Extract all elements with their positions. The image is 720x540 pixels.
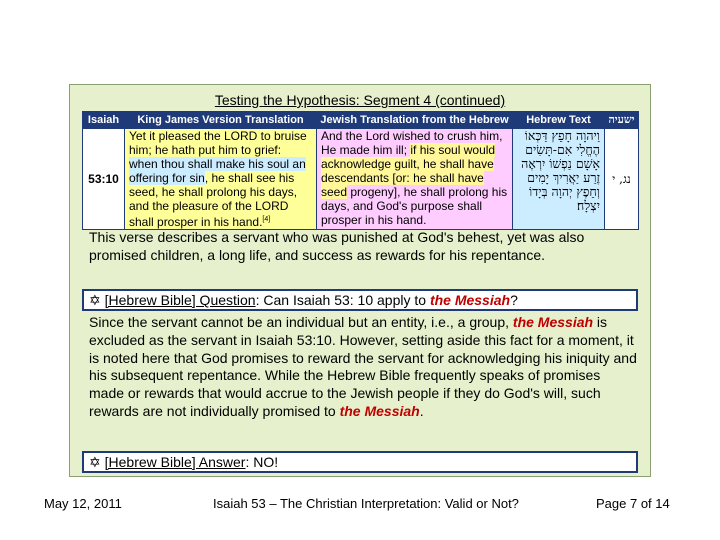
- kjv-footnote: [4]: [262, 216, 271, 223]
- footer-title: Isaiah 53 – The Christian Interpretation: Valid or Not?: [213, 496, 519, 511]
- verse-description: This verse describes a servant who was punished at God's behest, yet was also promised children, a long life, and success as rewards for his repentance.: [89, 229, 585, 263]
- hebrew-line: וַיהוָה חָפֵץ דַּכְּאוֹ: [524, 128, 600, 143]
- footer-page-number: Page 7 of 14: [596, 496, 670, 511]
- header-hebrew: Hebrew Text: [513, 112, 605, 129]
- answer-text: : NO!: [245, 454, 279, 470]
- question-messiah: the Messiah: [429, 292, 511, 308]
- jewish-highlight-1: if his soul would acknowledge guilt, he shall have descendants: [321, 143, 496, 185]
- explanation-messiah-2: the Messiah: [339, 402, 420, 419]
- header-hebrew-label: ישעיה: [605, 112, 639, 129]
- kjv-highlight: when thou shall make his soul an offering for sin: [129, 157, 306, 185]
- hebrew-line: יִצְלָח׃: [576, 198, 600, 213]
- hebrew-line: אָשָׁם נַפְשׁוֹ יִרְאֶה: [521, 156, 600, 171]
- content-panel: [69, 84, 651, 477]
- question-end: ?: [510, 292, 518, 308]
- table-row: [83, 129, 639, 230]
- header-kjv: King James Version Translation: [125, 112, 317, 129]
- slide-title: Testing the Hypothesis: Segment 4 (continued): [214, 92, 506, 108]
- hebrew-cell: [513, 129, 605, 230]
- hebrew-line: זֶרַע יַאֲרִיךְ יָמִים: [527, 170, 600, 185]
- jewish-cell: [317, 129, 513, 230]
- question-text: : Can Isaiah 53: 10 apply to: [255, 292, 430, 308]
- header-jewish: Jewish Translation from the Hebrew: [317, 112, 513, 129]
- star-of-david-icon: ✡: [89, 293, 101, 309]
- jewish-highlight-2: [or: he shall have seed: [321, 171, 484, 199]
- footer-date: May 12, 2011: [44, 496, 122, 511]
- jewish-text-1: And the Lord wished to crush him, He made him ill;: [321, 129, 503, 157]
- explanation-paragraph: [89, 314, 639, 421]
- explanation-messiah-1: the Messiah: [512, 314, 594, 330]
- answer-box: [82, 451, 638, 473]
- table-header-row: [83, 112, 639, 129]
- verse-table: [82, 111, 639, 230]
- hebrew-line: הֶחֱלִי אִם-תָּשִׂים: [525, 142, 600, 157]
- kjv-text-1: Yet it pleased the LORD to bruise him; he hath put him to grief:: [129, 129, 307, 157]
- kjv-cell: [125, 129, 317, 230]
- answer-label: [Hebrew Bible] Answer: [104, 454, 246, 470]
- question-box: [82, 289, 638, 311]
- header-isaiah: Isaiah: [83, 112, 125, 129]
- verse-ref: 53:10: [83, 129, 125, 230]
- explanation-part-1: Since the servant cannot be an individual but an entity, i.e., a group,: [89, 314, 513, 330]
- explanation-part-3: .: [419, 402, 424, 419]
- jewish-text-4: progeny], he shall prolong his days, and God's purpose shall prosper in his hand.: [321, 185, 508, 227]
- explanation-part-2: is excluded as the servant in Isaiah 53:10. However, setting aside this fact for a moment, it is noted here that God promises to reward the servant for acknowledging his iniquity and his subsequent repentance. While the Hebrew Bible frequently speaks of promises made or rewards that would accrue to the Jewish people if they do God's will, such rewards are not individually promised to: [89, 314, 637, 419]
- hebrew-line: וְחֵפֶץ יְהוָה בְּיָדוֹ: [529, 184, 600, 199]
- question-label: [Hebrew Bible] Question: [104, 292, 256, 308]
- hebrew-verse-label: נג, י: [605, 129, 639, 230]
- star-of-david-icon: ✡: [89, 455, 101, 471]
- kjv-text-3: , he shall see his seed, he shall prolong his days, and the pleasure of the LORD shall prosper in his hand.: [129, 171, 298, 229]
